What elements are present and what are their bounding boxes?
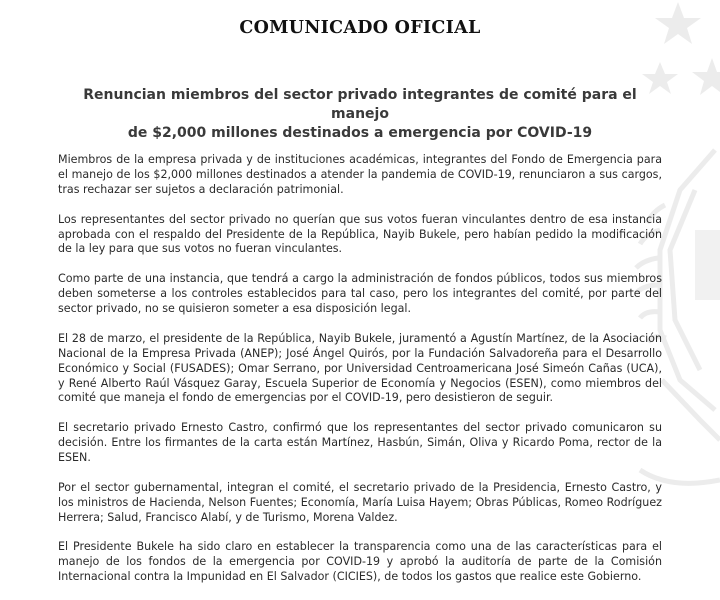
paragraph: El Presidente Bukele ha sido claro en establecer la transparencia como una de las características para el manejo de los fondos de la emergencia por COVID-19 y aprobó la auditoría de parte de la Comisión Internacional contra la Impunidad en El Salvador (CICIES), de todos los gastos que realice este Gobierno. (58, 540, 662, 584)
document-header: COMUNICADO OFICIAL (239, 18, 481, 38)
paragraph: Los representantes del sector privado no querían que sus votos fueran vinculantes dentro de esa instancia aprobada con el respaldo del Presidente de la República, Nayib Bukele, pero habían pedido la modificación de la ley para que sus votos no fueran vinculantes. (58, 212, 662, 256)
document-body (58, 153, 662, 600)
paragraph: Miembros de la empresa privada y de instituciones académicas, integrantes del Fondo de Emergencia para el manejo de los $2,000 millones destinados a atender la pandemia de COVID-19, renunciaron a sus cargos, tras rechazar ser sujetos a declaración patrimonial. (58, 153, 662, 196)
star-icon (692, 58, 720, 95)
paragraph: Por el sector gubernamental, integran el comité, el secretario privado de la Presidencia, Ernesto Castro, y los ministros de Hacienda, Nelson Fuentes; Economía, María Luisa Hayem; Obras Públicas, Romeo Rodríguez Herrera; Salud, Francisco Alabí, y de Turismo, Morena Valdez. (58, 480, 662, 524)
headline (60, 86, 660, 143)
headline-line-2: de $2,000 millones destinados a emergencia por COVID-19 (127, 125, 593, 141)
headline-line-1: Renuncian miembros del sector privado integrantes de comité para el manejo (83, 87, 637, 122)
paragraph: El 28 de marzo, el presidente de la República, Nayib Bukele, juramentó a Agustín Martínez, de la Asociación Nacional de la Empresa Privada (ANEP); José Ángel Quirós, por la Fundación Salvadoreña para el Desarrollo Económico y Social (FUSADES); Omar Serrano, por Universidad Centroamericana José Simeón Cañas (UCA), y René Alberto Raúl Vásquez Garay, Escuela Superior de Economía y Negocios (ESEN), como miembros del comité que maneja el fondo de emergencias por el COVID-19, pero desistieron de seguir. (58, 331, 662, 405)
paragraph: El secretario privado Ernesto Castro, confirmó que los representantes del sector privado comunicaron su decisión. Entre los firmantes de la carta están Martínez, Hasbún, Simán, Oliva y Ricardo Poma, rector de la ESEN. (58, 421, 662, 465)
paragraph: Como parte de una instancia, que tendrá a cargo la administración de fondos públicos, todos sus miembros deben someterse a los controles establecidos para tal caso, pero los integrantes del comité, por parte del sector privado, no se quisieron someter a esa disposición legal. (58, 272, 662, 316)
